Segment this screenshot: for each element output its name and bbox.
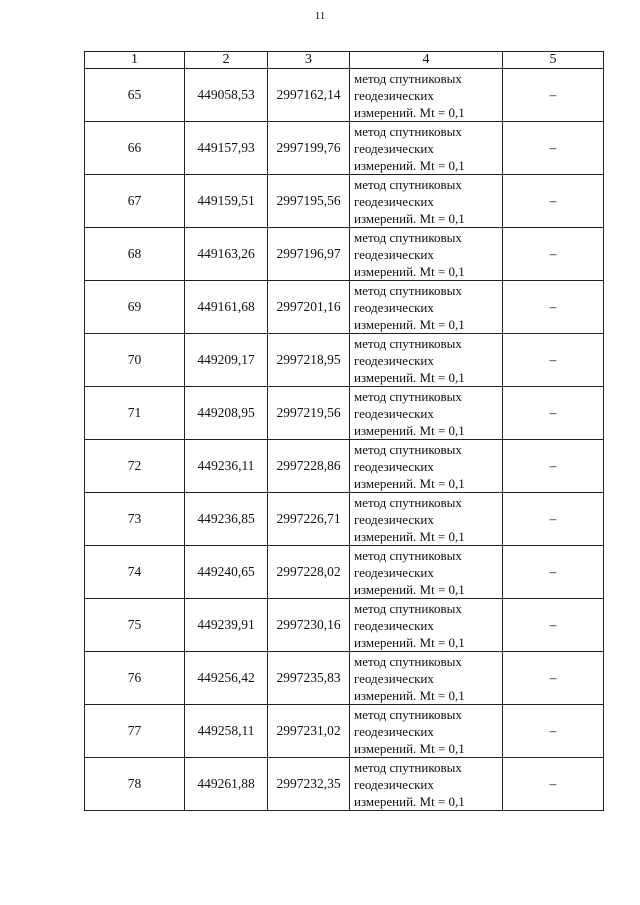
method-line: измерений. Mt = 0,1 xyxy=(354,793,465,809)
note-dash: – xyxy=(503,228,604,281)
point-number: 78 xyxy=(85,758,185,811)
note-dash: – xyxy=(503,440,604,493)
note-dash: – xyxy=(503,281,604,334)
coordinate-x: 449161,68 xyxy=(185,281,268,334)
method-line: измерений. Mt = 0,1 xyxy=(354,422,465,438)
method-description xyxy=(350,599,503,652)
point-number: 66 xyxy=(85,122,185,175)
table-row xyxy=(85,175,604,228)
method-line: измерений. Mt = 0,1 xyxy=(354,369,465,385)
method-line: геодезических xyxy=(354,193,434,209)
coordinate-y: 2997162,14 xyxy=(268,69,350,122)
table-row xyxy=(85,281,604,334)
coordinates-table xyxy=(84,51,604,811)
coordinate-x: 449159,51 xyxy=(185,175,268,228)
table-row xyxy=(85,652,604,705)
coordinate-x: 449058,53 xyxy=(185,69,268,122)
note-dash: – xyxy=(503,652,604,705)
method-line: метод спутниковых xyxy=(354,441,462,457)
method-description xyxy=(350,705,503,758)
method-line: измерений. Mt = 0,1 xyxy=(354,528,465,544)
coordinate-x: 449236,85 xyxy=(185,493,268,546)
coordinate-y: 2997196,97 xyxy=(268,228,350,281)
coordinate-x: 449236,11 xyxy=(185,440,268,493)
method-line: метод спутниковых xyxy=(354,600,462,616)
method-line: измерений. Mt = 0,1 xyxy=(354,687,465,703)
table-row xyxy=(85,440,604,493)
coordinate-y: 2997226,71 xyxy=(268,493,350,546)
note-dash: – xyxy=(503,546,604,599)
method-line: измерений. Mt = 0,1 xyxy=(354,475,465,491)
coordinate-y: 2997232,35 xyxy=(268,758,350,811)
point-number: 67 xyxy=(85,175,185,228)
method-line: измерений. Mt = 0,1 xyxy=(354,157,465,173)
method-line: метод спутниковых xyxy=(354,388,462,404)
coordinate-y: 2997199,76 xyxy=(268,122,350,175)
coordinate-y: 2997201,16 xyxy=(268,281,350,334)
method-description xyxy=(350,334,503,387)
note-dash: – xyxy=(503,122,604,175)
table-row xyxy=(85,758,604,811)
coordinate-y: 2997228,86 xyxy=(268,440,350,493)
method-description xyxy=(350,758,503,811)
method-line: измерений. Mt = 0,1 xyxy=(354,263,465,279)
coordinate-x: 449239,91 xyxy=(185,599,268,652)
page-number: 11 xyxy=(314,10,326,22)
point-number: 70 xyxy=(85,334,185,387)
note-dash: – xyxy=(503,175,604,228)
method-line: метод спутниковых xyxy=(354,335,462,351)
method-line: метод спутниковых xyxy=(354,547,462,563)
coordinate-y: 2997228,02 xyxy=(268,546,350,599)
coordinate-x: 449256,42 xyxy=(185,652,268,705)
method-description xyxy=(350,69,503,122)
method-line: геодезических xyxy=(354,564,434,580)
method-line: геодезических xyxy=(354,670,434,686)
point-number: 75 xyxy=(85,599,185,652)
method-line: измерений. Mt = 0,1 xyxy=(354,104,465,120)
method-line: геодезических xyxy=(354,776,434,792)
point-number: 77 xyxy=(85,705,185,758)
note-dash: – xyxy=(503,758,604,811)
table-row xyxy=(85,69,604,122)
note-dash: – xyxy=(503,69,604,122)
coordinate-y: 2997218,95 xyxy=(268,334,350,387)
note-dash: – xyxy=(503,387,604,440)
coordinate-y: 2997195,56 xyxy=(268,175,350,228)
method-description xyxy=(350,546,503,599)
method-line: метод спутниковых xyxy=(354,759,462,775)
coordinate-x: 449208,95 xyxy=(185,387,268,440)
note-dash: – xyxy=(503,493,604,546)
point-number: 73 xyxy=(85,493,185,546)
table-body xyxy=(85,69,604,811)
table-row xyxy=(85,228,604,281)
method-line: геодезических xyxy=(354,140,434,156)
method-line: геодезических xyxy=(354,723,434,739)
method-line: метод спутниковых xyxy=(354,229,462,245)
column-header-4: 4 xyxy=(350,52,503,69)
method-description xyxy=(350,440,503,493)
point-number: 69 xyxy=(85,281,185,334)
method-description xyxy=(350,228,503,281)
table-header-row xyxy=(85,52,604,69)
coordinate-y: 2997219,56 xyxy=(268,387,350,440)
method-line: геодезических xyxy=(354,617,434,633)
table-row xyxy=(85,334,604,387)
method-line: геодезических xyxy=(354,511,434,527)
method-line: геодезических xyxy=(354,87,434,103)
method-line: метод спутниковых xyxy=(354,176,462,192)
point-number: 68 xyxy=(85,228,185,281)
note-dash: – xyxy=(503,599,604,652)
method-description xyxy=(350,122,503,175)
point-number: 76 xyxy=(85,652,185,705)
note-dash: – xyxy=(503,334,604,387)
point-number: 71 xyxy=(85,387,185,440)
column-header-2: 2 xyxy=(185,52,268,69)
coordinate-y: 2997231,02 xyxy=(268,705,350,758)
column-header-1: 1 xyxy=(85,52,185,69)
method-line: геодезических xyxy=(354,352,434,368)
method-line: геодезических xyxy=(354,246,434,262)
coordinate-y: 2997235,83 xyxy=(268,652,350,705)
column-header-3: 3 xyxy=(268,52,350,69)
method-line: метод спутниковых xyxy=(354,70,462,86)
coordinate-y: 2997230,16 xyxy=(268,599,350,652)
method-line: метод спутниковых xyxy=(354,494,462,510)
coordinate-x: 449157,93 xyxy=(185,122,268,175)
table-row xyxy=(85,599,604,652)
table-row xyxy=(85,705,604,758)
method-description xyxy=(350,652,503,705)
method-description xyxy=(350,493,503,546)
table-row xyxy=(85,122,604,175)
method-line: метод спутниковых xyxy=(354,653,462,669)
table-row xyxy=(85,493,604,546)
method-line: геодезических xyxy=(354,405,434,421)
method-line: метод спутниковых xyxy=(354,282,462,298)
method-description xyxy=(350,175,503,228)
method-line: метод спутниковых xyxy=(354,123,462,139)
method-line: метод спутниковых xyxy=(354,706,462,722)
column-header-5: 5 xyxy=(503,52,604,69)
coordinate-x: 449240,65 xyxy=(185,546,268,599)
method-line: измерений. Mt = 0,1 xyxy=(354,210,465,226)
method-description xyxy=(350,387,503,440)
point-number: 65 xyxy=(85,69,185,122)
method-line: измерений. Mt = 0,1 xyxy=(354,740,465,756)
coordinate-x: 449261,88 xyxy=(185,758,268,811)
method-line: измерений. Mt = 0,1 xyxy=(354,581,465,597)
note-dash: – xyxy=(503,705,604,758)
coordinate-x: 449163,26 xyxy=(185,228,268,281)
point-number: 74 xyxy=(85,546,185,599)
point-number: 72 xyxy=(85,440,185,493)
method-description xyxy=(350,281,503,334)
method-line: измерений. Mt = 0,1 xyxy=(354,634,465,650)
coordinate-x: 449258,11 xyxy=(185,705,268,758)
coordinate-x: 449209,17 xyxy=(185,334,268,387)
table-row xyxy=(85,546,604,599)
table-row xyxy=(85,387,604,440)
method-line: геодезических xyxy=(354,458,434,474)
method-line: геодезических xyxy=(354,299,434,315)
method-line: измерений. Mt = 0,1 xyxy=(354,316,465,332)
